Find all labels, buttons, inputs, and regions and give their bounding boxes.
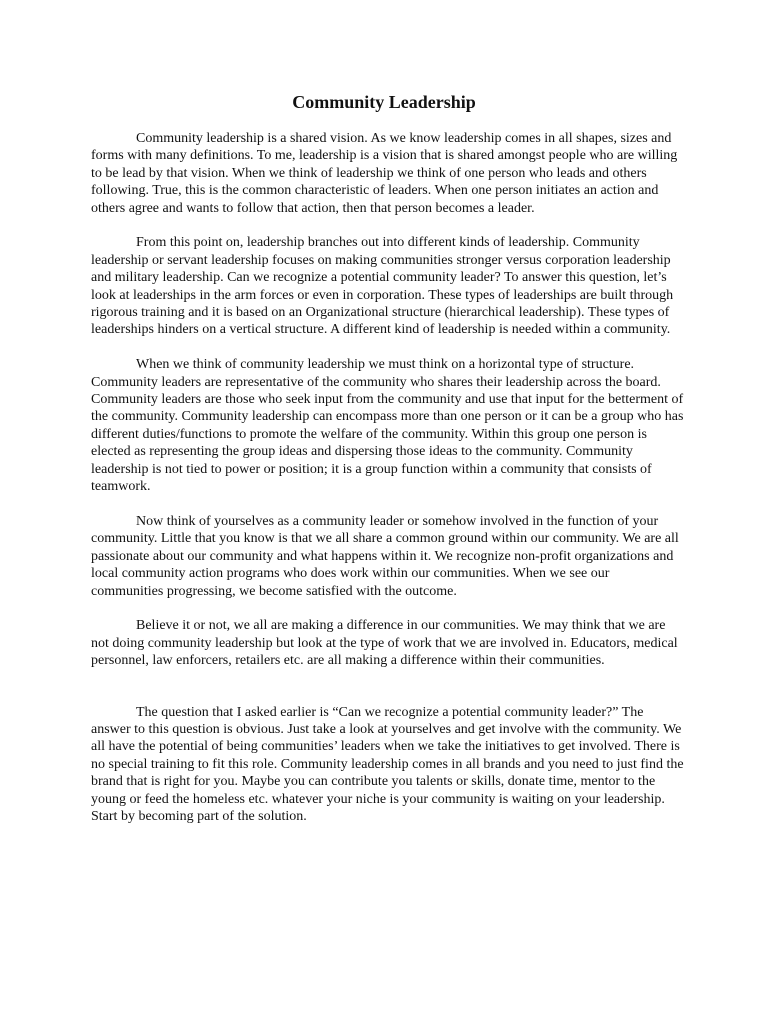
paragraph-3: When we think of community leadership we must think on a horizontal type of structure. Community leaders are representative of the community who shares their leadership across the board. Community leaders are those who seek input from the community and use that input for the betterment of the community. Community leadership can encompass more than one person or it can be a group who has different duties/functions to promote the welfare of the community. Within this group one person is elected as representing the group ideas and dispersing those ideas to the community. Community leadership is not tied to power or position; it is a group function within a community that consists of teamwork. (91, 357, 684, 495)
paragraph-spacer (91, 670, 685, 704)
paragraph-spacer (91, 496, 685, 513)
paragraph-5: Believe it or not, we all are making a difference in our communities. We may think that we are not doing community leadership but look at the type of work that we are involved in. Educators, medical personnel, law enforcers, retailers etc. are all making a difference within their communities. (91, 618, 678, 669)
document-body (91, 130, 685, 825)
paragraph-spacer (91, 339, 685, 356)
paragraph-4: Now think of yourselves as a community leader or somehow involved in the function of your community. Little that you know is that we all share a common ground within our community. We are all passionate about our community and what happens within it. We recognize non-profit organizations and local community action programs who does work within our communities. When we see our communities progressing, we become satisfied with the outcome. (91, 513, 679, 599)
document-title: Community Leadership (292, 92, 476, 112)
paragraph-spacer (91, 217, 685, 234)
paragraph-1: Community leadership is a shared vision. As we know leadership comes in all shapes, sizes and forms with many definitions. To me, leadership is a vision that is shared amongst people who are willing to be lead by that vision. When we think of leadership we think of one person who leads and others following. True, this is the common characteristic of leaders. When one person initiates an action and others agree and wants to follow that action, then that person becomes a leader. (91, 131, 678, 216)
paragraph-2: From this point on, leadership branches out into different kinds of leadership. Community leadership or servant leadership focuses on making communities stronger versus corporation leadership and military leadership. Can we recognize a potential community leader? To answer this question, let’s look at leaderships in the arm forces or even in corporation. These types of leaderships are built through rigorous training and it is based on an Organizational structure (hierarchical leadership). These types of leaderships hinders on a vertical structure. A different kind of leadership is needed within a community. (91, 235, 674, 338)
paragraph-6: The question that I asked earlier is “Can we recognize a potential community leader?” The answer to this question is obvious. Just take a look at yourselves and get involve with the community. We all have the potential of being communities’ leaders when we take the initiatives to get involved. There is no special training to fit this role. Community leadership comes in all brands and you need to just find the brand that is right for you. Maybe you can contribute you talents or skills, donate time, mentor to the young or feed the homeless etc. whatever your niche is your community is waiting on your leadership. Start by becoming part of the solution. (91, 704, 684, 824)
paragraph-spacer (91, 600, 685, 617)
